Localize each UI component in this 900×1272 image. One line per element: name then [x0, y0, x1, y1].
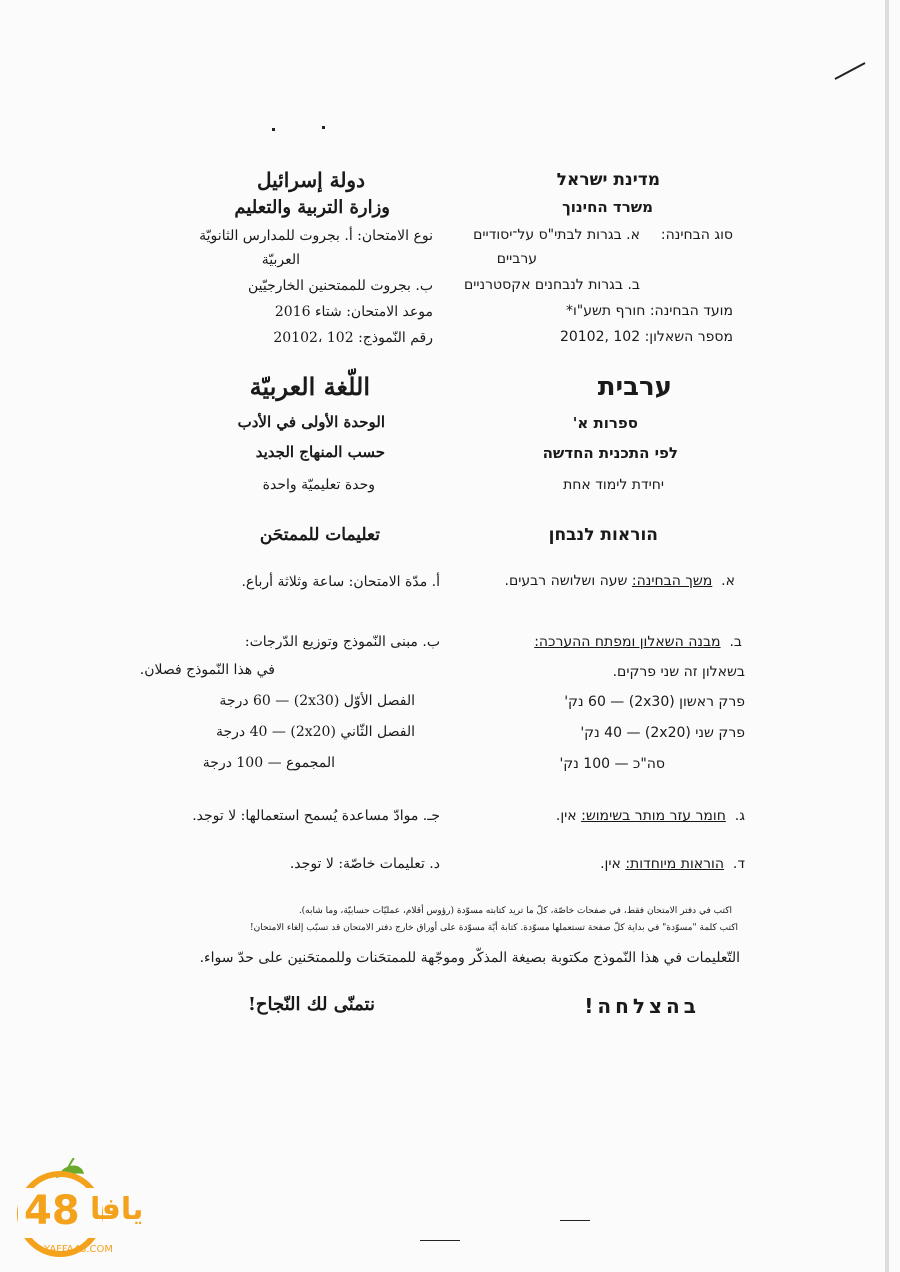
ar-duration: أ. مدّة الامتحان: ساعة وثلاثة أرباع.: [241, 574, 440, 590]
he-curriculum: לפי התכנית החדשה: [542, 444, 678, 462]
ar-state: دولة إسرائيل: [257, 168, 365, 192]
scan-mark: [835, 62, 866, 80]
ar-part2: الفصل الثّاني (2x20) — 40 درجة: [216, 724, 415, 740]
he-exam-type-b: ב. בגרות לנבחנים אקסטרניים: [463, 277, 640, 293]
ar-structure-label: ب. مبنى النّموذج وتوزيع الدّرجات:: [244, 634, 440, 650]
he-structure-intro: בשאלון זה שני פרקים.: [612, 664, 745, 680]
ar-exam-number: رقم النّموذج: 102 ،20102: [273, 330, 433, 346]
he-part1: פרק ראשון (2x30) — 60 נק': [564, 694, 745, 710]
he-good-luck: בהצלחה!: [584, 994, 700, 1018]
he-structure-label: מבנה השאלון ומפתח ההערכה:: [534, 634, 721, 650]
scan-dot: [272, 128, 275, 131]
ar-subtitle: الوحدة الأولى في الأدب: [237, 413, 385, 431]
ar-good-luck: نتمنّى لك النّجاح!: [247, 994, 375, 1015]
ar-special: د. تعليمات خاصّة: لا توجد.: [289, 856, 440, 872]
he-aid: ג. חומר עזר מותר בשימוש: אין.: [555, 808, 745, 824]
he-state: מדינת ישראל: [556, 170, 660, 190]
he-part2: פרק שני (2x20) — 40 נק': [580, 725, 745, 741]
he-exam-type-a: א. בגרות לבתי"ס על־יסודיים: [473, 227, 640, 243]
he-total: סה"כ — 100 נק': [559, 756, 665, 772]
he-instructions-title: הוראות לנבחן: [548, 525, 658, 545]
he-exam-number: מספר השאלון: 102 ,20102: [559, 329, 733, 345]
he-special-value: אין.: [600, 856, 621, 872]
scan-dot: [322, 126, 325, 129]
ar-structure-intro: في هذا النّموذج فصلان.: [139, 662, 275, 678]
ar-exam-type-a: نوع الامتحان: أ. بجروت للمدارس الثانويّة: [199, 228, 433, 244]
ar-aid: جـ. موادّ مساعدة يُسمح استعمالها: لا توجد.: [192, 808, 440, 824]
he-exam-type-label: סוג הבחינה:: [660, 227, 733, 243]
he-exam-date: מועד הבחינה: חורף תשע"ו*: [565, 303, 733, 319]
he-duration-value: שעה ושלושה רבעים.: [504, 573, 628, 589]
he-aid-label: חומר עזר מותר בשימוש:: [581, 808, 726, 824]
he-unit: יחידת לימוד אחת: [563, 477, 664, 493]
ar-subject: اللّغة العربيّة: [249, 372, 370, 401]
ar-part1: الفصل الأوّل (2x30) — 60 درجة: [219, 693, 415, 709]
he-exam-type-a-cont: ערביים: [496, 251, 537, 267]
ar-note-3: التّعليمات في هذا النّموذج مكتوبة بصيغة المذكّر وموجّهة للممتحَنات وللممتحَنين على حدّ سواء.: [199, 950, 740, 966]
yaffa48-logo: [8, 1158, 143, 1268]
yaffa48-logo-name: يافا: [90, 1192, 144, 1227]
scan-mark: [885, 0, 889, 1272]
scan-dot: [420, 1240, 460, 1241]
ar-ministry: وزارة التربية والتعليم: [234, 197, 390, 218]
ar-total: المجموع — 100 درجة: [202, 755, 335, 771]
he-duration: א. משך הבחינה: שעה ושלושה רבעים.: [504, 573, 735, 589]
yaffa48-logo-url: YAFFA48.COM: [44, 1244, 113, 1255]
he-duration-label: משך הבחינה:: [631, 573, 713, 589]
ar-instructions-title: تعليمات للممتحَن: [259, 525, 380, 545]
ar-note-2: اكتب كلمة "مسوّدة" في بداية كلّ صفحة تستعملها مسوّدة. كتابة أيّة مسوّدة على أوراق خارج دفتر الامتحان قد تسبّب إلغاء الامتحان!: [250, 923, 738, 933]
ar-note-1: اكتب في دفتر الامتحان فقط، في صفحات خاصّة، كلّ ما تريد كتابته مسوّدة (رؤوس أقلام، عمليّات حسابيّة، وما شابه).: [298, 906, 732, 916]
ar-exam-date: موعد الامتحان: شتاء 2016: [274, 304, 433, 320]
scan-dot: [560, 1220, 590, 1221]
he-ministry: משרד החינוך: [562, 198, 653, 216]
he-subject: ערבית: [597, 372, 672, 402]
he-special-label: הוראות מיוחדות:: [625, 856, 724, 872]
ar-curriculum: حسب المنهاج الجديد: [255, 443, 385, 461]
he-subtitle: ספרות א': [572, 414, 638, 432]
ar-exam-type-b: ب. بجروت للممتحنين الخارجيّين: [247, 278, 433, 294]
ar-unit: وحدة تعليميّة واحدة: [262, 477, 375, 493]
he-special: ד. הוראות מיוחדות: אין.: [600, 856, 745, 872]
he-structure: ב. מבנה השאלון ומפתח ההערכה:: [534, 634, 742, 650]
ar-exam-type-a-cont: العربيّة: [261, 252, 300, 268]
yaffa48-logo-number: 48: [24, 1188, 80, 1234]
he-aid-value: אין.: [555, 808, 577, 824]
